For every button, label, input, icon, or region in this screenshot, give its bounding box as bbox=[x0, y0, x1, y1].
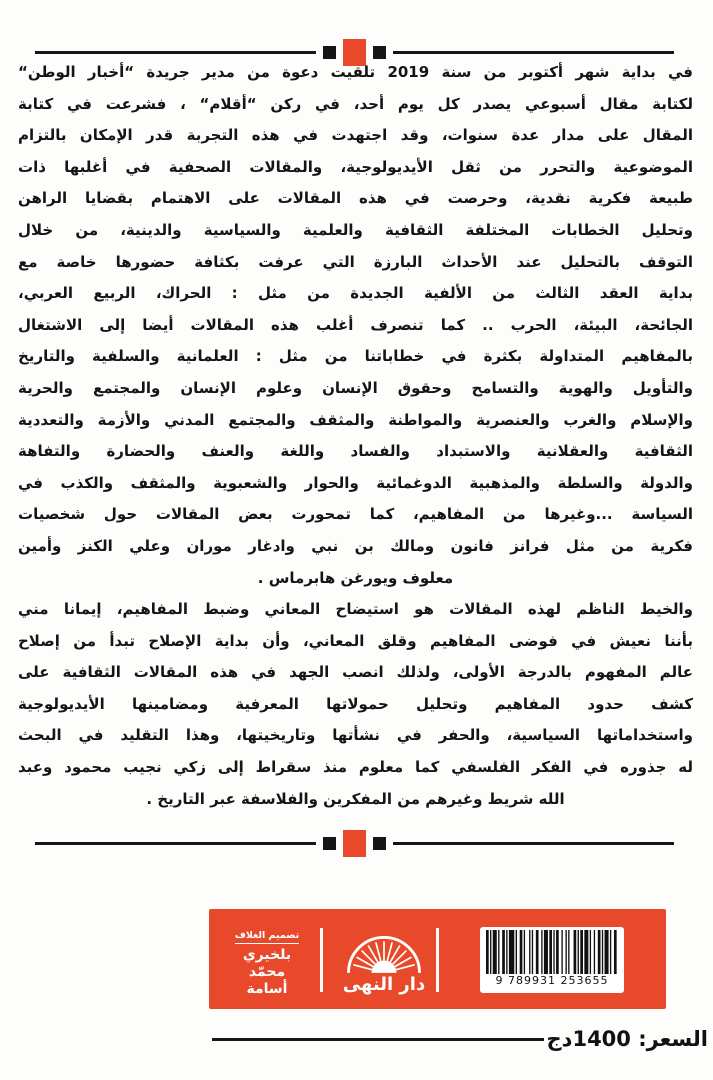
divider-bottom bbox=[35, 829, 674, 857]
price-row bbox=[0, 1022, 708, 1056]
publisher-logo-text: دار النهى bbox=[342, 974, 426, 995]
text-line: الموضوعية والتحرر من ثقل الأيديولوجية، والمقالات الصحفية في أغلبها ذات bbox=[18, 157, 693, 176]
cover-design-label: تصميم الغلاف bbox=[235, 930, 299, 944]
text-line: لكتابة مقال أسبوعي يصدر كل يوم أحد، في ركن “أقلام“ ، فشرعت في كتابة bbox=[18, 94, 693, 113]
text-line: والخيط الناظم لهذه المقالات هو استيضاح المعاني وضبط المفاهيم، إيمانا مني bbox=[18, 600, 693, 619]
text-line: وتحليل الخطابات المختلفة الثقافية والعلمية والسياسية والدينية، من خلال bbox=[18, 220, 693, 239]
vertical-divider bbox=[436, 928, 439, 992]
price-label: السعر: 1400دج bbox=[546, 1027, 708, 1051]
text-line: واستخداماتها السياسية، والحفر في نشأتها وتاريخيتها، وهذا التقليد في البحث bbox=[18, 726, 693, 745]
text-line: بأننا نعيش في فوضى المفاهيم وقلق المعاني، وأن بداية الإصلاح تبدأ من إصلاح bbox=[18, 631, 693, 650]
text-line: الجائحة، البيئة، الحرب .. كما تنصرف أغلب هذه المقالات أيضا إلى الاشتغال bbox=[18, 315, 693, 334]
divider-line bbox=[35, 51, 316, 54]
divider-line bbox=[393, 842, 674, 845]
text-line: والإسلام والغرب والعنصرية والمواطنة والمثقف والمجتمع المدني والأزمة والتعددية bbox=[18, 410, 693, 429]
text-line: الثقافية والعقلانية والاستبداد والفساد واللغة والعنف والحضارة والتفاهة bbox=[18, 442, 693, 461]
text-line: فكرية من مثل فرانز فانون ومالك بن نبي وادغار موران وعلي الكنز وأمين bbox=[18, 536, 693, 555]
text-line: والتأويل والهوية والتسامح وحقوق الإنسان وعلوم الإنسان والمجتمع والحرية bbox=[18, 378, 693, 397]
divider-line bbox=[35, 842, 316, 845]
text-line: في بداية شهر أكتوبر من سنة 2019 تلقيت دعوة من مدير جريدة “أخبار الوطن“ bbox=[18, 63, 693, 81]
publisher-strip bbox=[209, 909, 666, 1009]
price-leader-line bbox=[212, 1038, 544, 1041]
divider-line bbox=[393, 51, 674, 54]
text-line: طبيعة فكرية نقدية، وحرصت في هذه المقالات على الاهتمام بقضايا الراهن bbox=[18, 189, 693, 208]
text-line: التوقف بالتحليل عند الأحداث البارزة التي عرفت بكثافة حضورها خاصة مع bbox=[18, 252, 693, 271]
designer-name-line: بلخيري bbox=[242, 947, 292, 963]
divider-red-square-icon bbox=[343, 830, 366, 857]
text-line: والدولة والسلطة والمذهبية الدوغمائية والحوار والشعبوية والمثقف والكذب في bbox=[18, 473, 693, 492]
isbn-number: 9 789931 253655 bbox=[495, 974, 609, 987]
text-line: بالمفاهيم المتداولة بكثرة في خطاباتنا من مثل : العلمانية والسلفية والتاريخ bbox=[18, 347, 693, 366]
text-line: له جذوره في الفكر الفلسفي كما معلوم منذ سقراط إلى زكي نجيب محمود وعبد bbox=[18, 758, 693, 777]
paragraph-1 bbox=[18, 57, 693, 594]
text-line: الله شريط وغيرهم من المفكرين والفلاسفة عبر التاريخ . bbox=[146, 789, 565, 808]
back-cover-text bbox=[18, 57, 693, 815]
text-line: معلوف ويورغن هابرماس . bbox=[257, 568, 454, 587]
sunrise-logo-icon bbox=[336, 917, 432, 977]
publisher-logo bbox=[331, 917, 437, 1003]
cover-designer-names bbox=[219, 947, 315, 998]
barcode-bars-icon bbox=[486, 930, 618, 974]
vertical-divider bbox=[320, 928, 323, 992]
isbn-barcode bbox=[480, 927, 624, 993]
text-line: السياسة ...وغيرها من المفاهيم، كما تمحورت بعض المقالات حول شخصيات bbox=[18, 505, 693, 524]
designer-name-line: محمّد bbox=[248, 964, 286, 980]
paragraph-2 bbox=[18, 594, 693, 815]
divider-black-square-icon bbox=[323, 837, 336, 850]
text-line: عالم المفهوم بالدرجة الأولى، ولذلك انصب الجهد في هذه المقالات الثقافية على bbox=[18, 663, 693, 682]
text-line: كشف حدود المفاهيم وتحليل حمولاتها المعرفية ومضامينها الأيديولوجية bbox=[18, 694, 693, 713]
cover-designer-credit bbox=[219, 923, 315, 998]
text-line: بداية العقد الثالث من الألفية الجديدة من مثل : الحراك، الربيع العربي، bbox=[18, 284, 693, 303]
divider-black-square-icon bbox=[373, 837, 386, 850]
designer-name-line: أسامة bbox=[246, 981, 288, 997]
text-line: المقال على مدار عدة سنوات، وقد اجتهدت في هذه التجربة قدر الإمكان بالتزام bbox=[18, 126, 693, 145]
